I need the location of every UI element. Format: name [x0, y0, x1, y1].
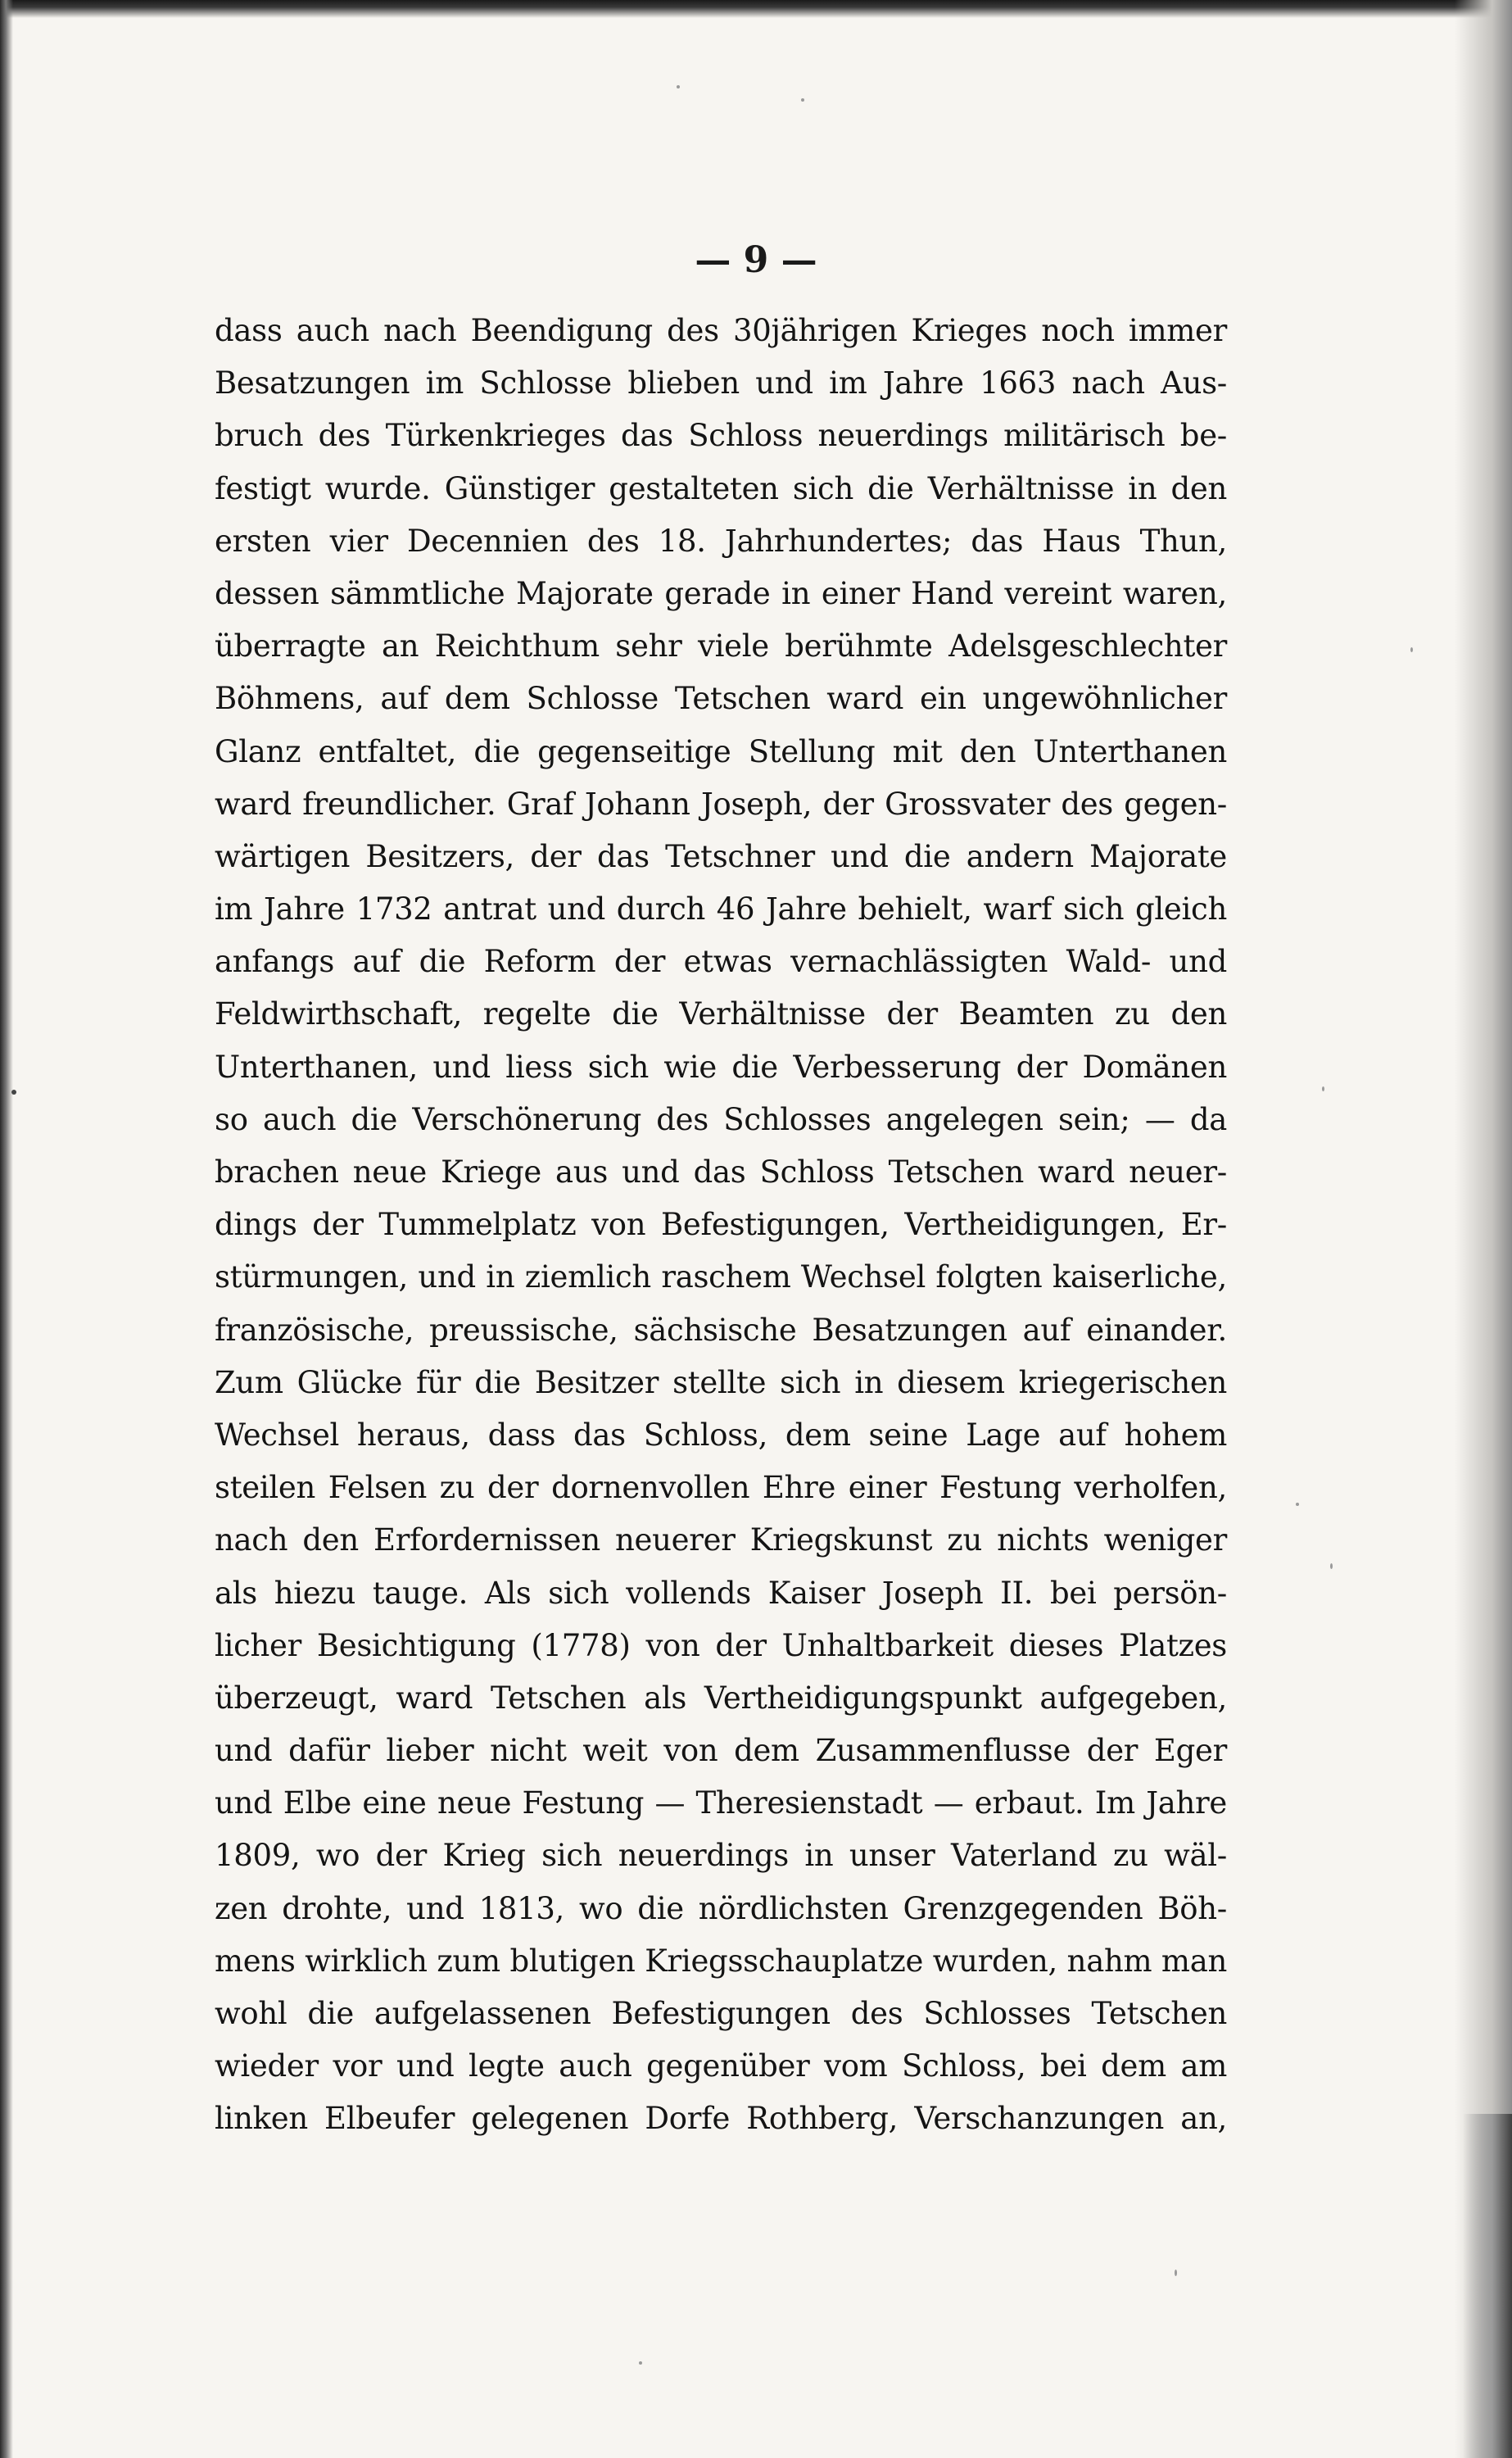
text-line: wärtigen Besitzers, der das Tetschner und die andern Majorate — [215, 838, 1227, 874]
text-line: Zum Glücke für die Besitzer stellte sich in diesem kriegerischen — [215, 1364, 1227, 1400]
text-line: stürmungen, und in ziemlich raschem Wechsel folgten kaiserliche, — [215, 1259, 1227, 1295]
text-line: festigt wurde. Günstiger gestalteten sich die Verhältnisse in den — [215, 470, 1227, 506]
text-line: dessen sämmtliche Majorate gerade in einer Hand vereint waren, — [215, 575, 1227, 611]
scan-speck — [1175, 2270, 1177, 2276]
text-line: bruch des Türkenkrieges das Schloss neuerdings militärisch be- — [215, 418, 1227, 454]
scan-edge-right — [1455, 0, 1512, 2458]
scan-speck — [677, 85, 680, 88]
scan-speck — [11, 1090, 16, 1095]
text-line: ward freundlicher. Graf Johann Joseph, der Grossvater des gegen- — [215, 786, 1227, 822]
text-line: und Elbe eine neue Festung — Theresienstadt — erbaut. Im Jahre — [215, 1785, 1227, 1821]
scan-speck — [639, 2361, 642, 2365]
page-number: — 9 — — [695, 239, 817, 281]
text-line: dass auch nach Beendigung des 30jährigen Krieges noch immer — [215, 313, 1227, 348]
scan-speck — [1410, 647, 1413, 652]
scan-edge-right-bottom — [1463, 2114, 1512, 2458]
scan-speck — [801, 98, 804, 102]
text-line: brachen neue Kriege aus und das Schloss Tetschen ward neuer- — [215, 1154, 1227, 1190]
text-line: 1809, wo der Krieg sich neuerdings in unser Vaterland zu wäl- — [215, 1838, 1227, 1874]
text-line: Unterthanen, und liess sich wie die Verbesserung der Domänen — [215, 1049, 1227, 1085]
text-line: ersten vier Decennien des 18. Jahrhundertes; das Haus Thun, — [215, 523, 1227, 559]
text-line: im Jahre 1732 antrat und durch 46 Jahre behielt, warf sich gleich — [215, 891, 1227, 927]
text-line: linken Elbeufer gelegenen Dorfe Rothberg, Verschanzungen an, — [215, 2101, 1227, 2137]
text-line: zen drohte, und 1813, wo die nördlichsten Grenzgegenden Böh- — [215, 1890, 1227, 1926]
text-line: dings der Tummelplatz von Befestigungen, Vertheidigungen, Er- — [215, 1207, 1227, 1243]
text-line: überzeugt, ward Tetschen als Vertheidigungspunkt aufgegeben, — [215, 1680, 1227, 1716]
text-line: wohl die aufgelassenen Befestigungen des Schlosses Tetschen — [215, 1996, 1227, 2031]
text-line: Wechsel heraus, dass das Schloss, dem seine Lage auf hohem — [215, 1417, 1227, 1453]
scan-speck — [1322, 1086, 1324, 1091]
text-line: mens wirklich zum blutigen Kriegsschauplatze wurden, nahm man — [215, 1943, 1227, 1979]
text-line: französische, preussische, sächsische Besatzungen auf einander. — [215, 1312, 1227, 1348]
text-line: anfangs auf die Reform der etwas vernachlässigten Wald- und — [215, 944, 1227, 980]
scan-speck — [1296, 1503, 1299, 1506]
text-line: licher Besichtigung (1778) von der Unhaltbarkeit dieses Platzes — [215, 1627, 1227, 1663]
scan-edge-left — [0, 0, 13, 2458]
text-line: als hiezu tauge. Als sich vollends Kaiser Joseph II. bei persön- — [215, 1575, 1227, 1611]
scan-edge-top — [0, 0, 1512, 18]
text-line: nach den Erfordernissen neuerer Kriegskunst zu nichts weniger — [215, 1522, 1227, 1558]
text-line: Feldwirthschaft, regelte die Verhältnisse der Beamten zu den — [215, 996, 1227, 1032]
body-text — [215, 305, 1227, 2146]
text-line: steilen Felsen zu der dornenvollen Ehre einer Festung verholfen, — [215, 1470, 1227, 1506]
text-line: Böhmens, auf dem Schlosse Tetschen ward ein ungewöhnlicher — [215, 681, 1227, 717]
text-line: wieder vor und legte auch gegenüber vom Schloss, bei dem am — [215, 2048, 1227, 2084]
text-line: überragte an Reichthum sehr viele berühmte Adelsgeschlechter — [215, 628, 1227, 664]
text-line: so auch die Verschönerung des Schlosses angelegen sein; — da — [215, 1101, 1227, 1137]
text-line: und dafür lieber nicht weit von dem Zusammenflusse der Eger — [215, 1733, 1227, 1769]
text-line: Besatzungen im Schlosse blieben und im Jahre 1663 nach Aus- — [215, 365, 1227, 401]
scan-speck — [1330, 1563, 1333, 1569]
text-line: Glanz entfaltet, die gegenseitige Stellung mit den Unterthanen — [215, 733, 1227, 769]
